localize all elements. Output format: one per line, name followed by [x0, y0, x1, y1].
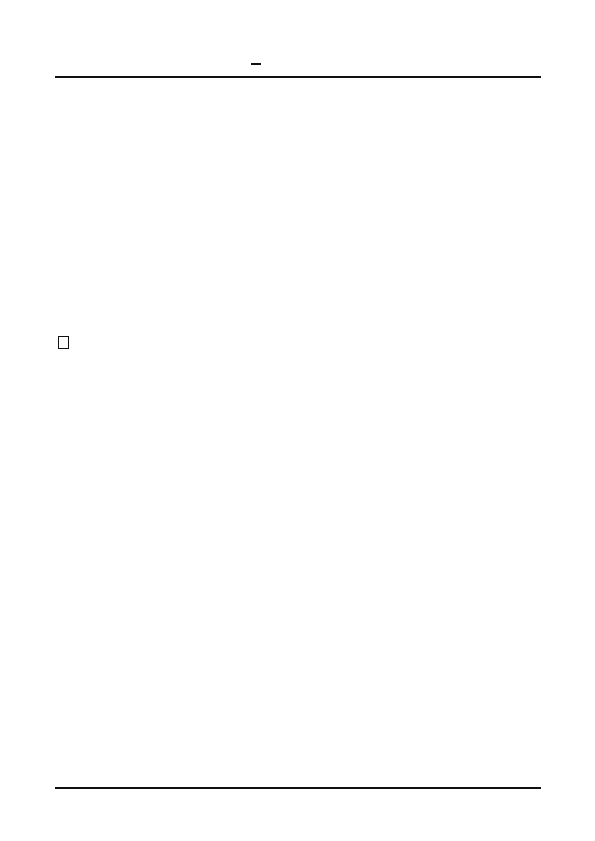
masthead-badge — [251, 63, 261, 65]
section-number-box — [58, 336, 69, 349]
masthead-title — [248, 52, 261, 71]
footer-rule — [55, 787, 541, 789]
section-heading — [58, 336, 72, 351]
header-rule — [55, 76, 541, 78]
